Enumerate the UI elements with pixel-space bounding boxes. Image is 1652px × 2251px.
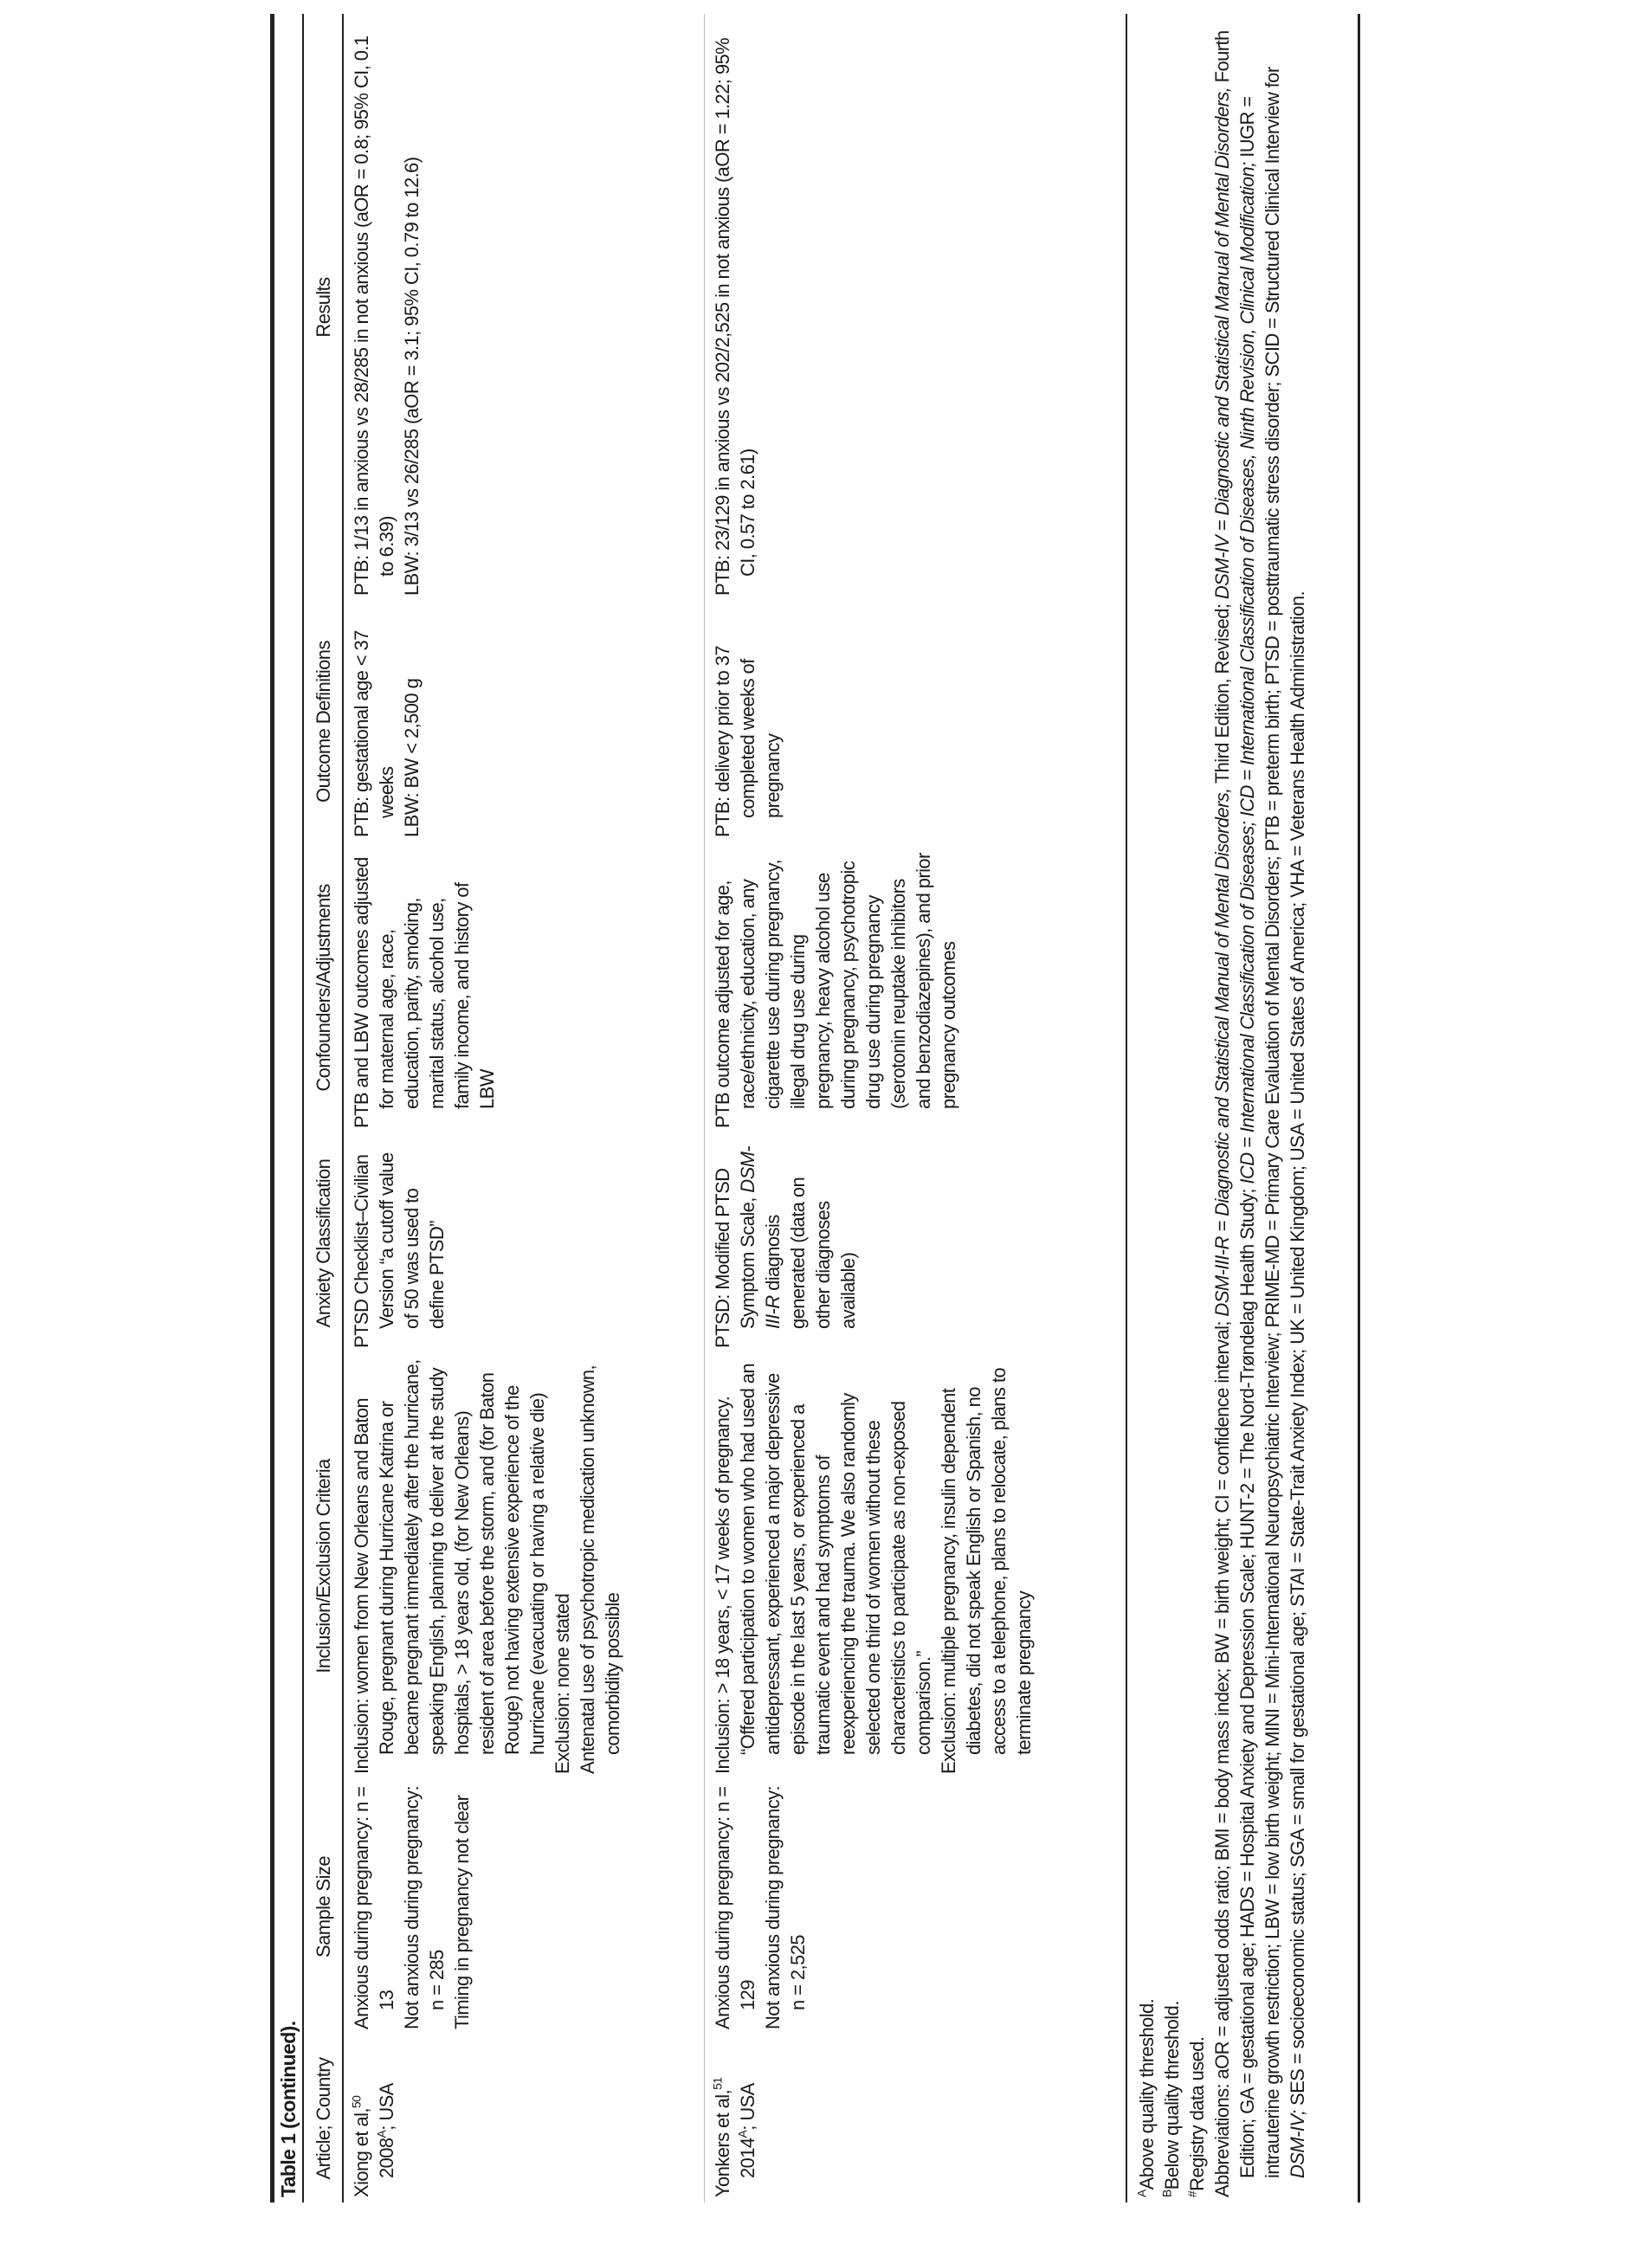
header-criteria: Inclusion/Exclusion Criteria bbox=[303, 1353, 343, 1779]
cell-line: Anxious during pregnancy: n = 129 bbox=[712, 1786, 758, 2029]
cell-line: PTB: gestational age < 37 weeks bbox=[351, 630, 397, 837]
country: ; USA bbox=[737, 2083, 758, 2131]
reference: 51 bbox=[710, 2077, 725, 2090]
footnote-mark: # bbox=[1184, 2190, 1199, 2197]
article-cell bbox=[705, 2035, 1126, 2203]
cell-line: LBW: 3/13 vs 26/285 (aOR = 3.1; 95% CI, 0.79 to 12.6) bbox=[401, 157, 423, 596]
footnote-text: Registry data used. bbox=[1186, 2036, 1208, 2191]
anxiety-cell bbox=[705, 1133, 1126, 1353]
cell-line: Inclusion: women from New Orleans and Baton Rouge, pregnant during Hurricane Katrina or became pregnant immediately after the hurricane, speaking English, planning to deliver at the study hospitals, > 18 years old, (for New Orleans) resident of area before the storm, and (for Baton Rouge) not having extensive experience of the hurricane (evacuating or having a relative die) bbox=[351, 1359, 548, 1774]
results-cell bbox=[705, 14, 1126, 601]
cell-line: PTSD Checklist–Civilian Version “a cutoff value of 50 was used to define PTSD” bbox=[351, 1152, 448, 1348]
header-article: Article; Country bbox=[303, 2035, 343, 2203]
abbreviation-italic-text: DSM-IV; bbox=[1287, 2110, 1308, 2178]
year: 2014 bbox=[737, 2138, 758, 2178]
footnote-mark: B bbox=[1159, 2190, 1174, 2197]
sample-cell bbox=[343, 1779, 705, 2035]
sample-cell bbox=[705, 1779, 1126, 2035]
table-row bbox=[705, 14, 1126, 2203]
criteria-cell bbox=[705, 1353, 1126, 1779]
confounders-cell bbox=[343, 842, 705, 1133]
country: ; USA bbox=[376, 2083, 397, 2131]
quality-flag: A bbox=[735, 2130, 750, 2138]
article-cell bbox=[343, 2035, 705, 2203]
cell-line: Exclusion: none stated bbox=[552, 1593, 573, 1774]
outcome-cell bbox=[705, 601, 1126, 842]
table-row bbox=[343, 14, 705, 2203]
footnote-above-threshold bbox=[1134, 19, 1159, 2197]
abbreviation-text: IUGR = intrauterine growth restriction; LBW = low birth weight; MINI = Mini-International Neuropsychiatric Interview; PRIME-MD = Primary Care Evaluation of Mental Disorders; PTB = preterm birth; PTSD = posttraumatic stress disorder; SCID = Structured Clinical Interview for bbox=[1236, 67, 1283, 2178]
studies-table bbox=[302, 14, 1126, 2203]
cell-line: Anxious during pregnancy: n = 13 bbox=[351, 1786, 397, 2029]
abbreviation-text: Abbreviations: aOR = adjusted odds ratio; BMI = body mass index; BW = birth weight; CI = confidence interval; bbox=[1211, 1316, 1233, 2197]
abbreviation-italic-text: DSM-IV = Diagnostic and Statistical Manual of Mental Disorders, bbox=[1211, 87, 1233, 600]
abbreviation-text: Fourth Edition; GA = gestational age; HADS = Hospital Anxiety and Depression Scale; HUNT-2 = The Nord-Trøndelag Health Study; bbox=[1211, 30, 1258, 2178]
table-footnotes bbox=[1126, 14, 1360, 2203]
table-title: Table 1 (continued). bbox=[270, 14, 302, 2203]
cell-line: Timing in pregnancy not clear bbox=[451, 1795, 473, 2029]
abbreviation-text: Third Edition, Revised; bbox=[1211, 599, 1233, 789]
table-sheet bbox=[270, 14, 1360, 2203]
header-outcome: Outcome Definitions bbox=[303, 601, 343, 842]
footnote-below-threshold bbox=[1159, 19, 1184, 2197]
header-results: Results bbox=[303, 14, 343, 601]
cell-line: PTB outcome adjusted for age, race/ethnicity, education, any cigarette use during pregnancy, illegal drug use during pregnancy, heavy alcohol use during pregnancy, psychotropic drug use during pregnancy (serotonin reuptake inhibitors and benzodiazepines), and prior pregnancy outcomes bbox=[712, 853, 959, 1128]
results-cell bbox=[343, 14, 705, 601]
cell-text-italic: DSM-III-R bbox=[737, 1145, 784, 1329]
footnote-text: Below quality threshold. bbox=[1161, 2001, 1183, 2190]
confounders-cell bbox=[705, 842, 1126, 1133]
footnote-mark: A bbox=[1134, 2190, 1149, 2197]
abbreviation-italic-text: ICD = International Classification of Diseases; ICD = International Classification of Diseases, Ninth Revision, Clinical Modification; bbox=[1236, 162, 1258, 1184]
cell-line: LBW: BW < 2,500 g bbox=[401, 678, 423, 837]
header-anxiety: Anxiety Classification bbox=[303, 1133, 343, 1353]
footnote-text: Above quality threshold. bbox=[1136, 1998, 1158, 2190]
cell-text: PTSD: Modified PTSD Symptom Scale, bbox=[712, 1168, 758, 1348]
article-name: Xiong et al, bbox=[351, 2108, 372, 2197]
abbreviations bbox=[1210, 19, 1310, 2197]
footnote-registry bbox=[1184, 19, 1210, 2197]
anxiety-cell bbox=[343, 1133, 705, 1353]
abbreviation-text: SES = socioeconomic status; SGA = small for gestational age; STAI = State-Trait Anxiety Index; UK = United Kingdom; USA = United States of America; VHA = Veterans Health Administration. bbox=[1287, 591, 1308, 2111]
criteria-cell bbox=[343, 1353, 705, 1779]
header-confounders: Confounders/Adjustments bbox=[303, 842, 343, 1133]
cell-line: PTB: 23/129 in anxious vs 202/2,525 in not anxious (aOR = 1.22; 95% CI, 0.57 to 2.61) bbox=[712, 37, 758, 596]
cell-line: Not anxious during pregnancy: n = 2,525 bbox=[762, 1785, 809, 2029]
year: 2008 bbox=[376, 2138, 397, 2178]
outcome-cell bbox=[343, 601, 705, 842]
cell-line: Antenatal use of psychotropic medication unknown, comorbidity possible bbox=[577, 1364, 623, 1774]
cell-line: Not anxious during pregnancy: n = 285 bbox=[401, 1785, 448, 2029]
header-sample: Sample Size bbox=[303, 1779, 343, 2035]
cell-line: PTB and LBW outcomes adjusted for maternal age, race, education, parity, smoking, marital status, alcohol use, family income, and history of LBW bbox=[351, 857, 498, 1128]
cell-line: PTB: 1/13 in anxious vs 28/285 in not anxious (aOR = 0.8; 95% CI, 0.1 to 6.39) bbox=[351, 35, 397, 596]
reference: 50 bbox=[349, 2095, 364, 2109]
article-name: Yonkers et al, bbox=[712, 2089, 733, 2197]
cell-line: Inclusion: > 18 years, < 17 weeks of pregnancy. “Offered participation to women who had used an antidepressant, experienced a major depressive episode in the last 5 years, or experienced a traumatic event and had symptoms of reexperiencing the trauma. We also randomly selected one third of women without these characteristics to participate as non-exposed comparison.” bbox=[712, 1363, 934, 1774]
cell-line: PTB: delivery prior to 37 completed weeks of pregnancy bbox=[712, 646, 784, 837]
quality-flag: A bbox=[374, 2130, 389, 2138]
header-row bbox=[303, 14, 343, 2203]
cell-text: diagnosis generated (data on other diagnoses available) bbox=[762, 1177, 859, 1329]
cell-line: Exclusion: multiple pregnancy, insulin dependent diabetes, did not speak English or Spanish, no access to a telephone, plans to relocate, plans to terminate pregnancy bbox=[938, 1368, 1035, 1774]
abbreviation-italic-text: DSM-III-R = Diagnostic and Statistical Manual of Mental Disorders, bbox=[1211, 788, 1233, 1317]
